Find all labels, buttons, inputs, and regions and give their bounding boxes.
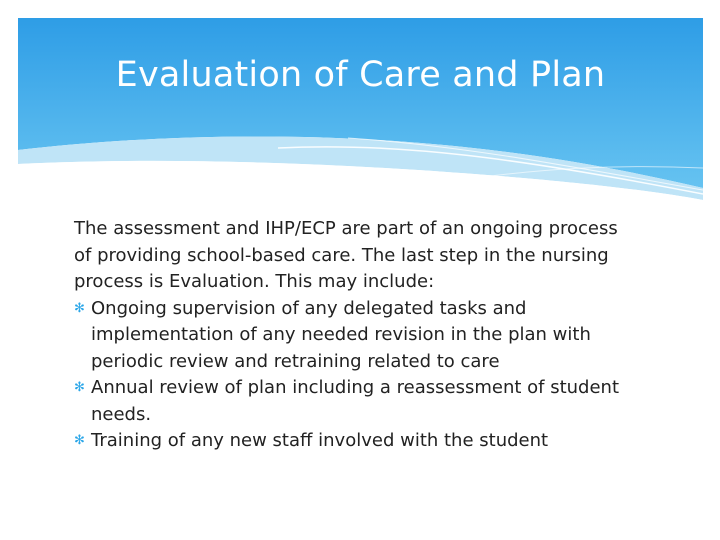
bullet-text: Training of any new staff involved with the student [91, 430, 549, 451]
bullet-list [74, 296, 634, 455]
intro-paragraph: The assessment and IHP/ECP are part of an ongoing process of providing school-based care. The last step in the nursing process is Evaluation. This may include: [74, 218, 618, 292]
bullet-item [74, 375, 634, 428]
asterisk-icon: ✻ [74, 433, 85, 448]
banner-wave-graphic [18, 18, 703, 200]
slide-title: Evaluation of Care and Plan [115, 55, 606, 95]
title-banner [18, 18, 703, 200]
bullet-text: Annual review of plan including a reassessment of student needs. [91, 377, 620, 425]
bullet-item [74, 428, 634, 455]
asterisk-icon: ✻ [74, 380, 85, 395]
bullet-item [74, 296, 634, 376]
asterisk-icon: ✻ [74, 300, 85, 316]
bullet-text: Ongoing supervision of any delegated tasks and implementation of any needed revision in the plan with periodic review and retraining related to care [91, 297, 591, 372]
slide-body [74, 216, 634, 455]
